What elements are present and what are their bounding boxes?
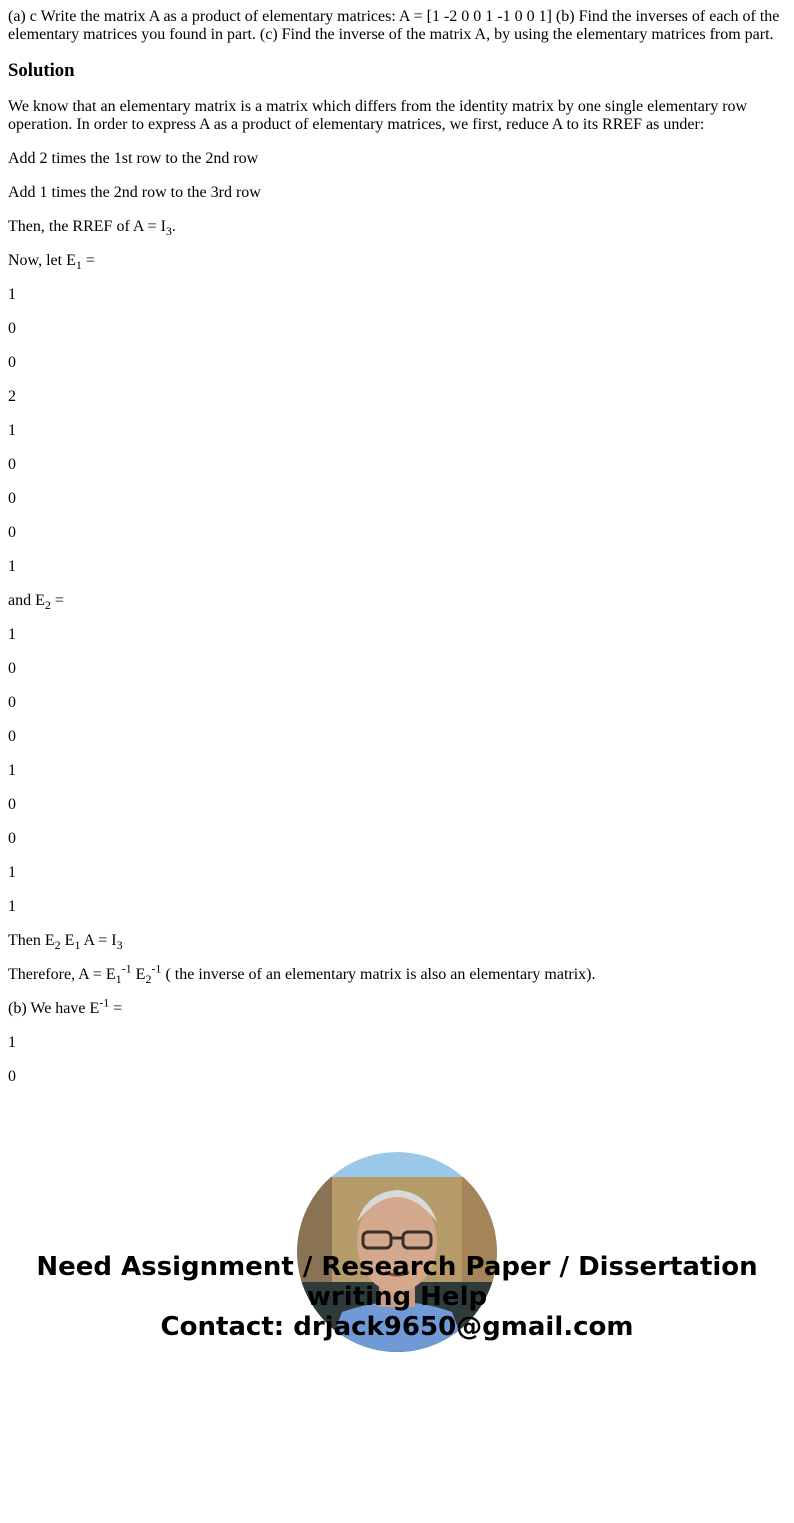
question-text: (a) c Write the matrix A as a product of elementary matrices: A = [1 -2 0 0 1 -1 0 0 1] (b) Find the inverses of each of the elementary matrices you found in part. (c) Find the inverse of the matrix A, by using the elementary matrices from part.: [8, 8, 780, 43]
promo-text: [0, 1252, 794, 1342]
rref-line: Then, the RREF of $A = I_3$.: [8, 218, 176, 239]
matrix-entry: 1: [8, 286, 16, 303]
matrix-entry: 0: [8, 1068, 16, 1085]
matrix-entry: 1: [8, 864, 16, 881]
matrix-entry: 0: [8, 456, 16, 473]
promo-contact: Contact: drjack9650@gmail.com: [160, 1312, 634, 1342]
matrix-entry: 0: [8, 830, 16, 847]
matrix-entry: 1: [8, 762, 16, 779]
then-line: Then $E_2$ $E_1$ $A = I_3$: [8, 932, 123, 953]
step-1: Add 2 times the 1st row to the 2nd row: [8, 150, 259, 167]
matrix-entry: 1: [8, 626, 16, 643]
matrix-entry: 0: [8, 524, 16, 541]
matrix-entry: 0: [8, 320, 16, 337]
intro-paragraph: We know that an elementary matrix is a matrix which differs from the identity matrix by one single elementary row operation. In order to express A as a product of elementary matrices, we first, reduce A to its RREF as under:: [8, 98, 748, 133]
matrix-entry: 1: [8, 898, 16, 915]
matrix-entry: 1: [8, 558, 16, 575]
part-b-label: (b) We have $E^{-1}$ =: [8, 995, 123, 1017]
e1-label: Now, let $E_1$ =: [8, 252, 95, 273]
matrix-entry: 0: [8, 694, 16, 711]
promo-line-1: Need Assignment / Research Paper / Dissertation: [36, 1252, 758, 1282]
matrix-entry: 0: [8, 728, 16, 745]
matrix-entry: 0: [8, 490, 16, 507]
matrix-entry: 0: [8, 660, 16, 677]
matrix-entry: 1: [8, 422, 16, 439]
matrix-entry: 0: [8, 354, 16, 371]
matrix-entry: 0: [8, 796, 16, 813]
step-2: Add 1 times the 2nd row to the 3rd row: [8, 184, 261, 201]
matrix-entry: 2: [8, 388, 16, 405]
therefore-line: Therefore, $A = E_1^{-1}$ $E_2^{-1}$ ( the inverse of an elementary matrix is also an elementary matrix).: [8, 961, 596, 987]
e2-label: and $E_2$ =: [8, 592, 64, 613]
promo-line-2: writing Help: [306, 1282, 488, 1312]
solution-heading: Solution: [8, 60, 75, 81]
matrix-entry: 1: [8, 1034, 16, 1051]
